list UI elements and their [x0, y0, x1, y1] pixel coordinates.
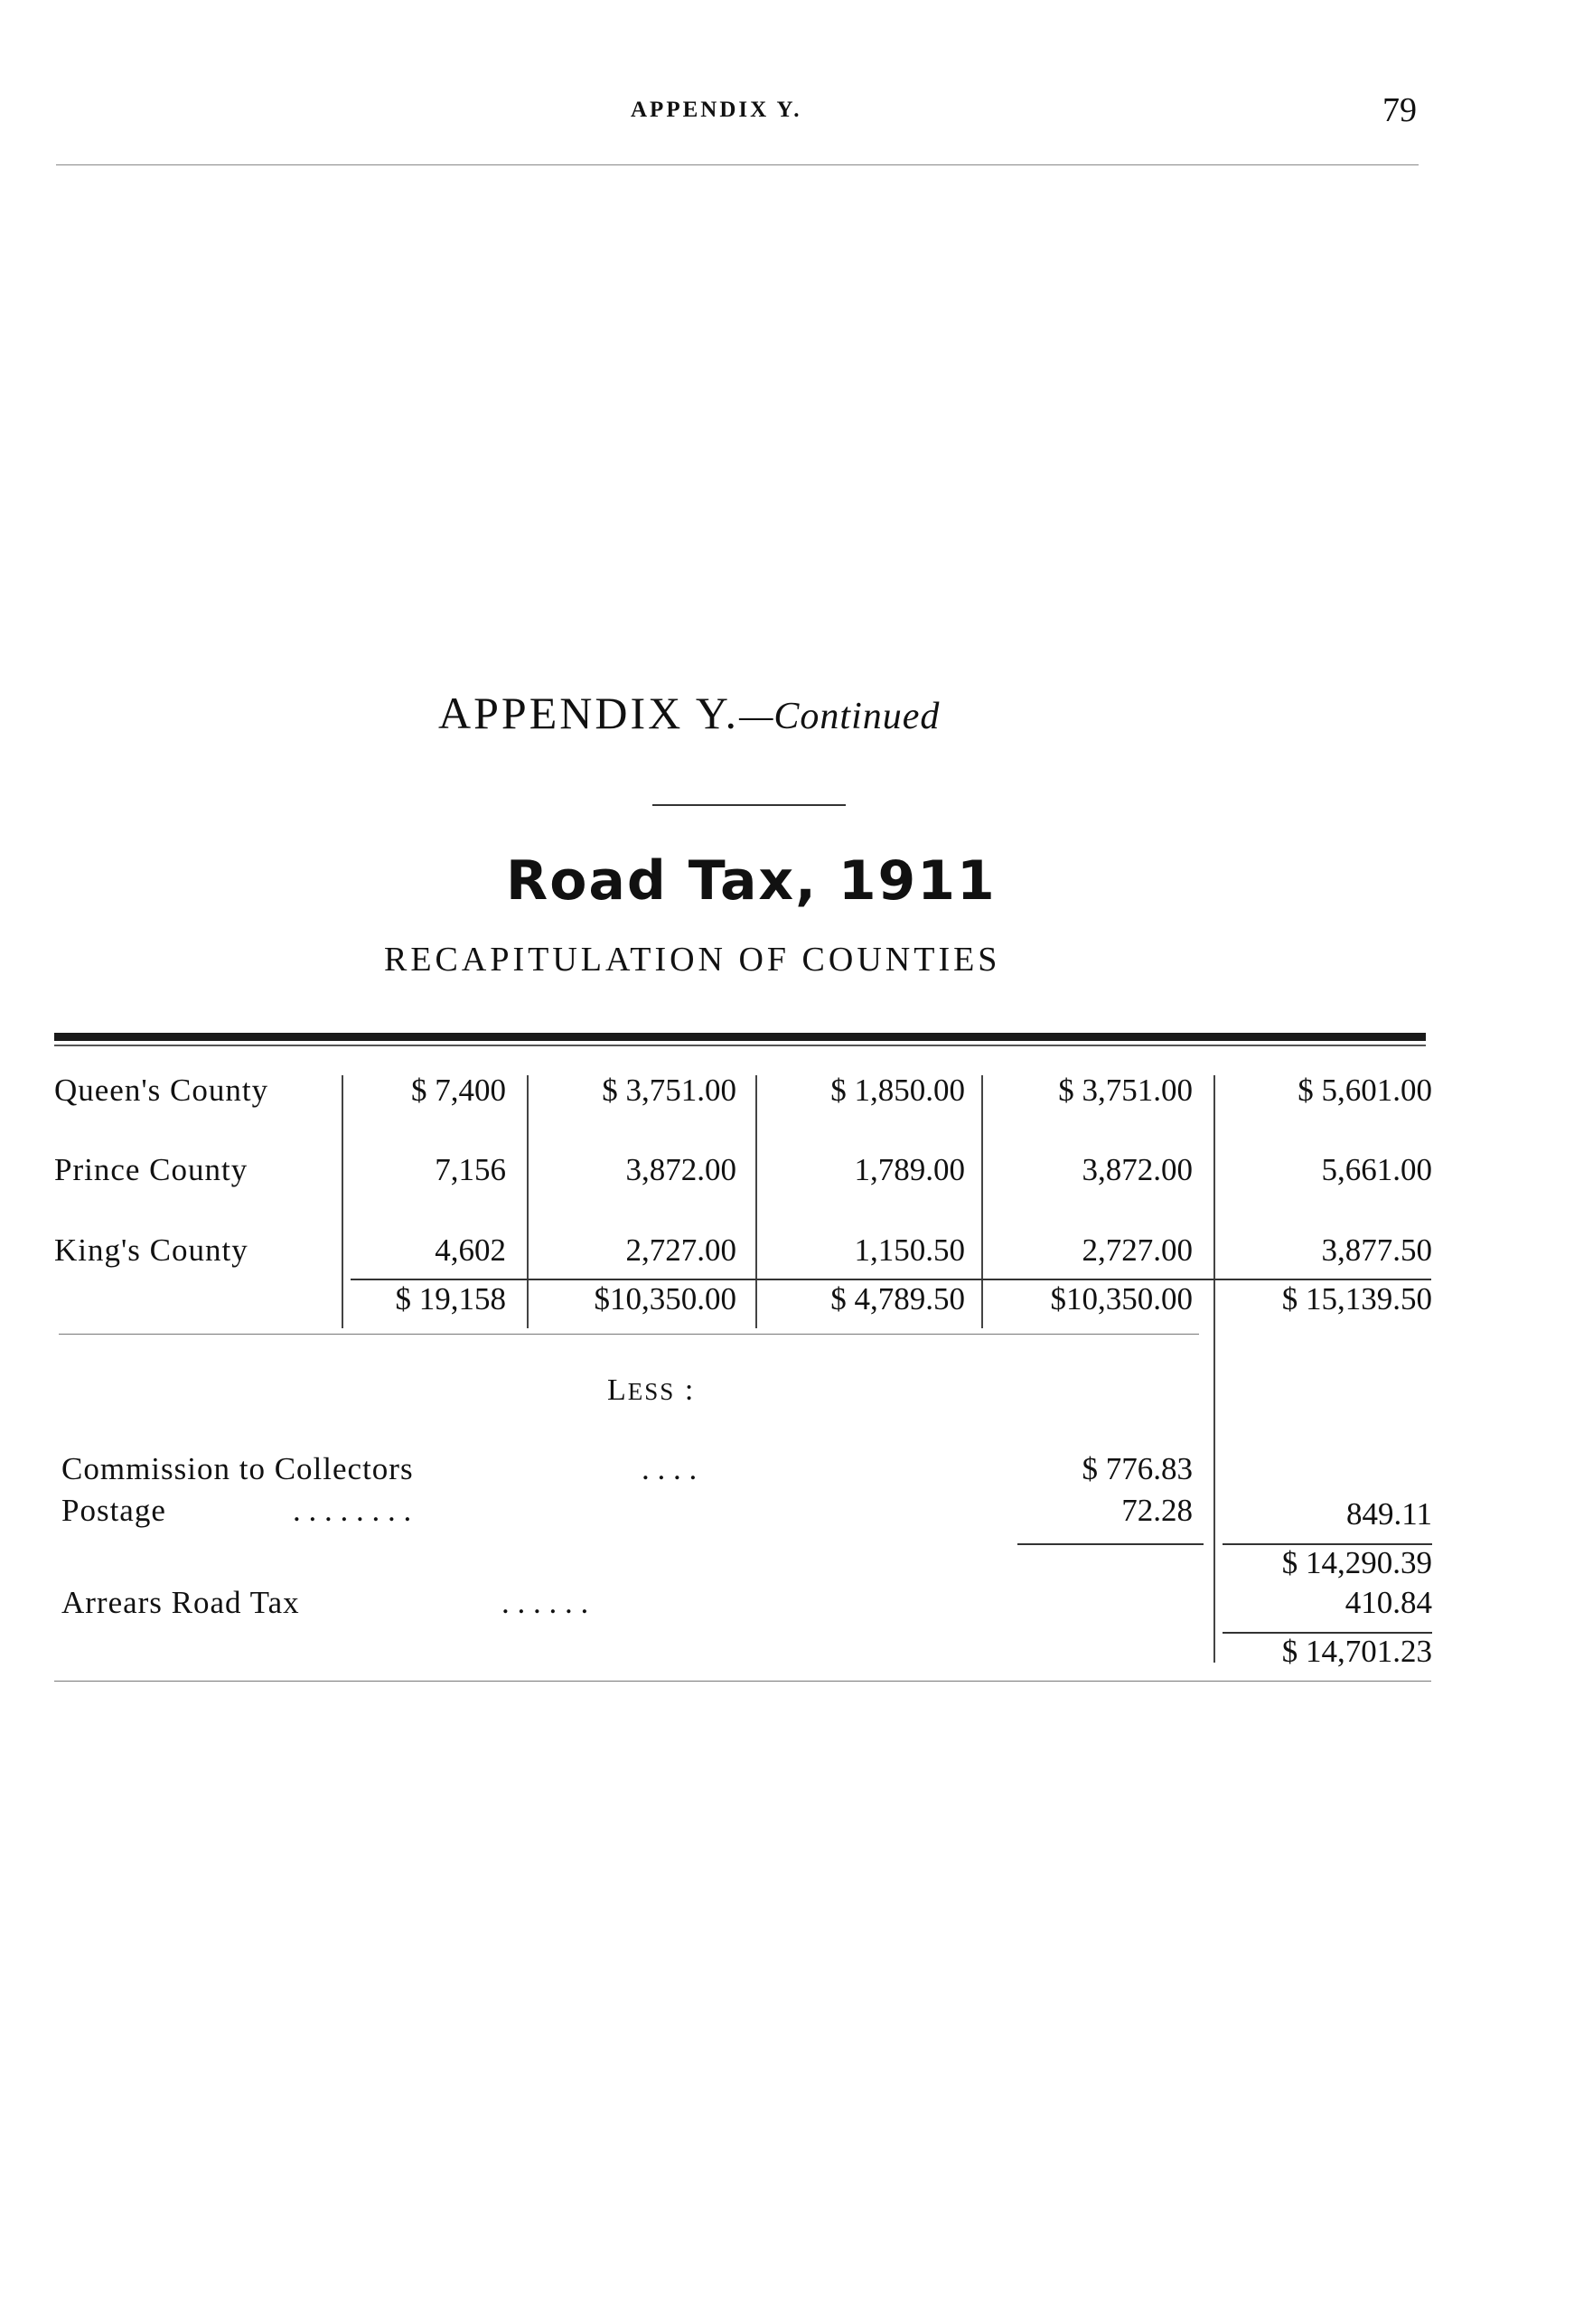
- table-cell: 4,602: [435, 1232, 506, 1268]
- postage-dots: . . . . . . . .: [293, 1493, 412, 1528]
- commission-amount: $ 776.83: [1082, 1451, 1193, 1486]
- column-rule-2: [527, 1075, 529, 1328]
- table-cell: 5,661.00: [1321, 1152, 1432, 1187]
- table-cell: 1,150.50: [854, 1232, 965, 1268]
- appendix-title: [438, 687, 940, 739]
- title-divider: [652, 804, 846, 806]
- deductions-subtotal: 849.11: [1346, 1496, 1432, 1532]
- deductions-rule: [1017, 1543, 1204, 1545]
- arrears-dots: . . . . . .: [501, 1585, 589, 1620]
- page-number: 79: [1382, 91, 1417, 129]
- postage-label: Postage: [61, 1493, 166, 1528]
- total-cell: $ 4,789.50: [830, 1281, 965, 1317]
- appendix-continued: —Continued: [739, 696, 941, 737]
- postage-amount: 72.28: [1121, 1493, 1193, 1528]
- arrears-label: Arrears Road Tax: [61, 1585, 300, 1620]
- commission-label: Commission to Collectors: [61, 1451, 414, 1486]
- grand-total: $ 14,701.23: [1281, 1634, 1432, 1669]
- table-cell: $ 3,751.00: [1058, 1073, 1193, 1108]
- less-heading-initial: L: [607, 1373, 628, 1407]
- table-cell: 3,877.50: [1321, 1232, 1432, 1268]
- totals-rule: [351, 1279, 1431, 1280]
- table-cell: 3,872.00: [625, 1152, 736, 1187]
- column-rule-3: [755, 1075, 757, 1328]
- page-title: Road Tax, 1911: [506, 849, 997, 913]
- less-heading: [607, 1373, 695, 1408]
- appendix-label: APPENDIX Y.: [438, 688, 740, 738]
- less-heading-rest: ESS: [627, 1378, 676, 1405]
- table-cell: 7,156: [435, 1152, 506, 1187]
- table-cell: 2,727.00: [1082, 1232, 1193, 1268]
- column-rule-5: [1213, 1075, 1215, 1663]
- table-cell: 3,872.00: [1082, 1152, 1193, 1187]
- table-cell: $ 7,400: [411, 1073, 506, 1108]
- less-heading-colon: :: [675, 1373, 696, 1407]
- section-rule: [59, 1334, 1199, 1335]
- total-cell: $ 15,139.50: [1281, 1281, 1432, 1317]
- row-label-kings: King's County: [54, 1232, 248, 1268]
- table-cell: 1,789.00: [854, 1152, 965, 1187]
- column-rule-4: [981, 1075, 983, 1328]
- commission-dots: . . . .: [642, 1451, 698, 1486]
- total-cell: $10,350.00: [1050, 1281, 1193, 1317]
- net-amount: $ 14,290.39: [1281, 1545, 1432, 1580]
- table-bottom-rule: [54, 1681, 1431, 1682]
- table-cell: 2,727.00: [625, 1232, 736, 1268]
- running-header: APPENDIX Y.: [631, 98, 802, 122]
- table-cell: $ 5,601.00: [1298, 1073, 1432, 1108]
- table-top-rule: [54, 1033, 1426, 1041]
- page-subtitle: RECAPITULATION OF COUNTIES: [384, 941, 1001, 979]
- row-label-queens: Queen's County: [54, 1073, 269, 1108]
- total-cell: $10,350.00: [594, 1281, 736, 1317]
- column-rule-1: [342, 1075, 343, 1328]
- table-cell: $ 1,850.00: [830, 1073, 965, 1108]
- total-cell: $ 19,158: [395, 1281, 506, 1317]
- table-top-rule-thin: [54, 1045, 1426, 1046]
- arrears-amount: 410.84: [1344, 1585, 1432, 1620]
- row-label-prince: Prince County: [54, 1152, 248, 1187]
- header-rule: [56, 164, 1419, 165]
- table-cell: $ 3,751.00: [602, 1073, 736, 1108]
